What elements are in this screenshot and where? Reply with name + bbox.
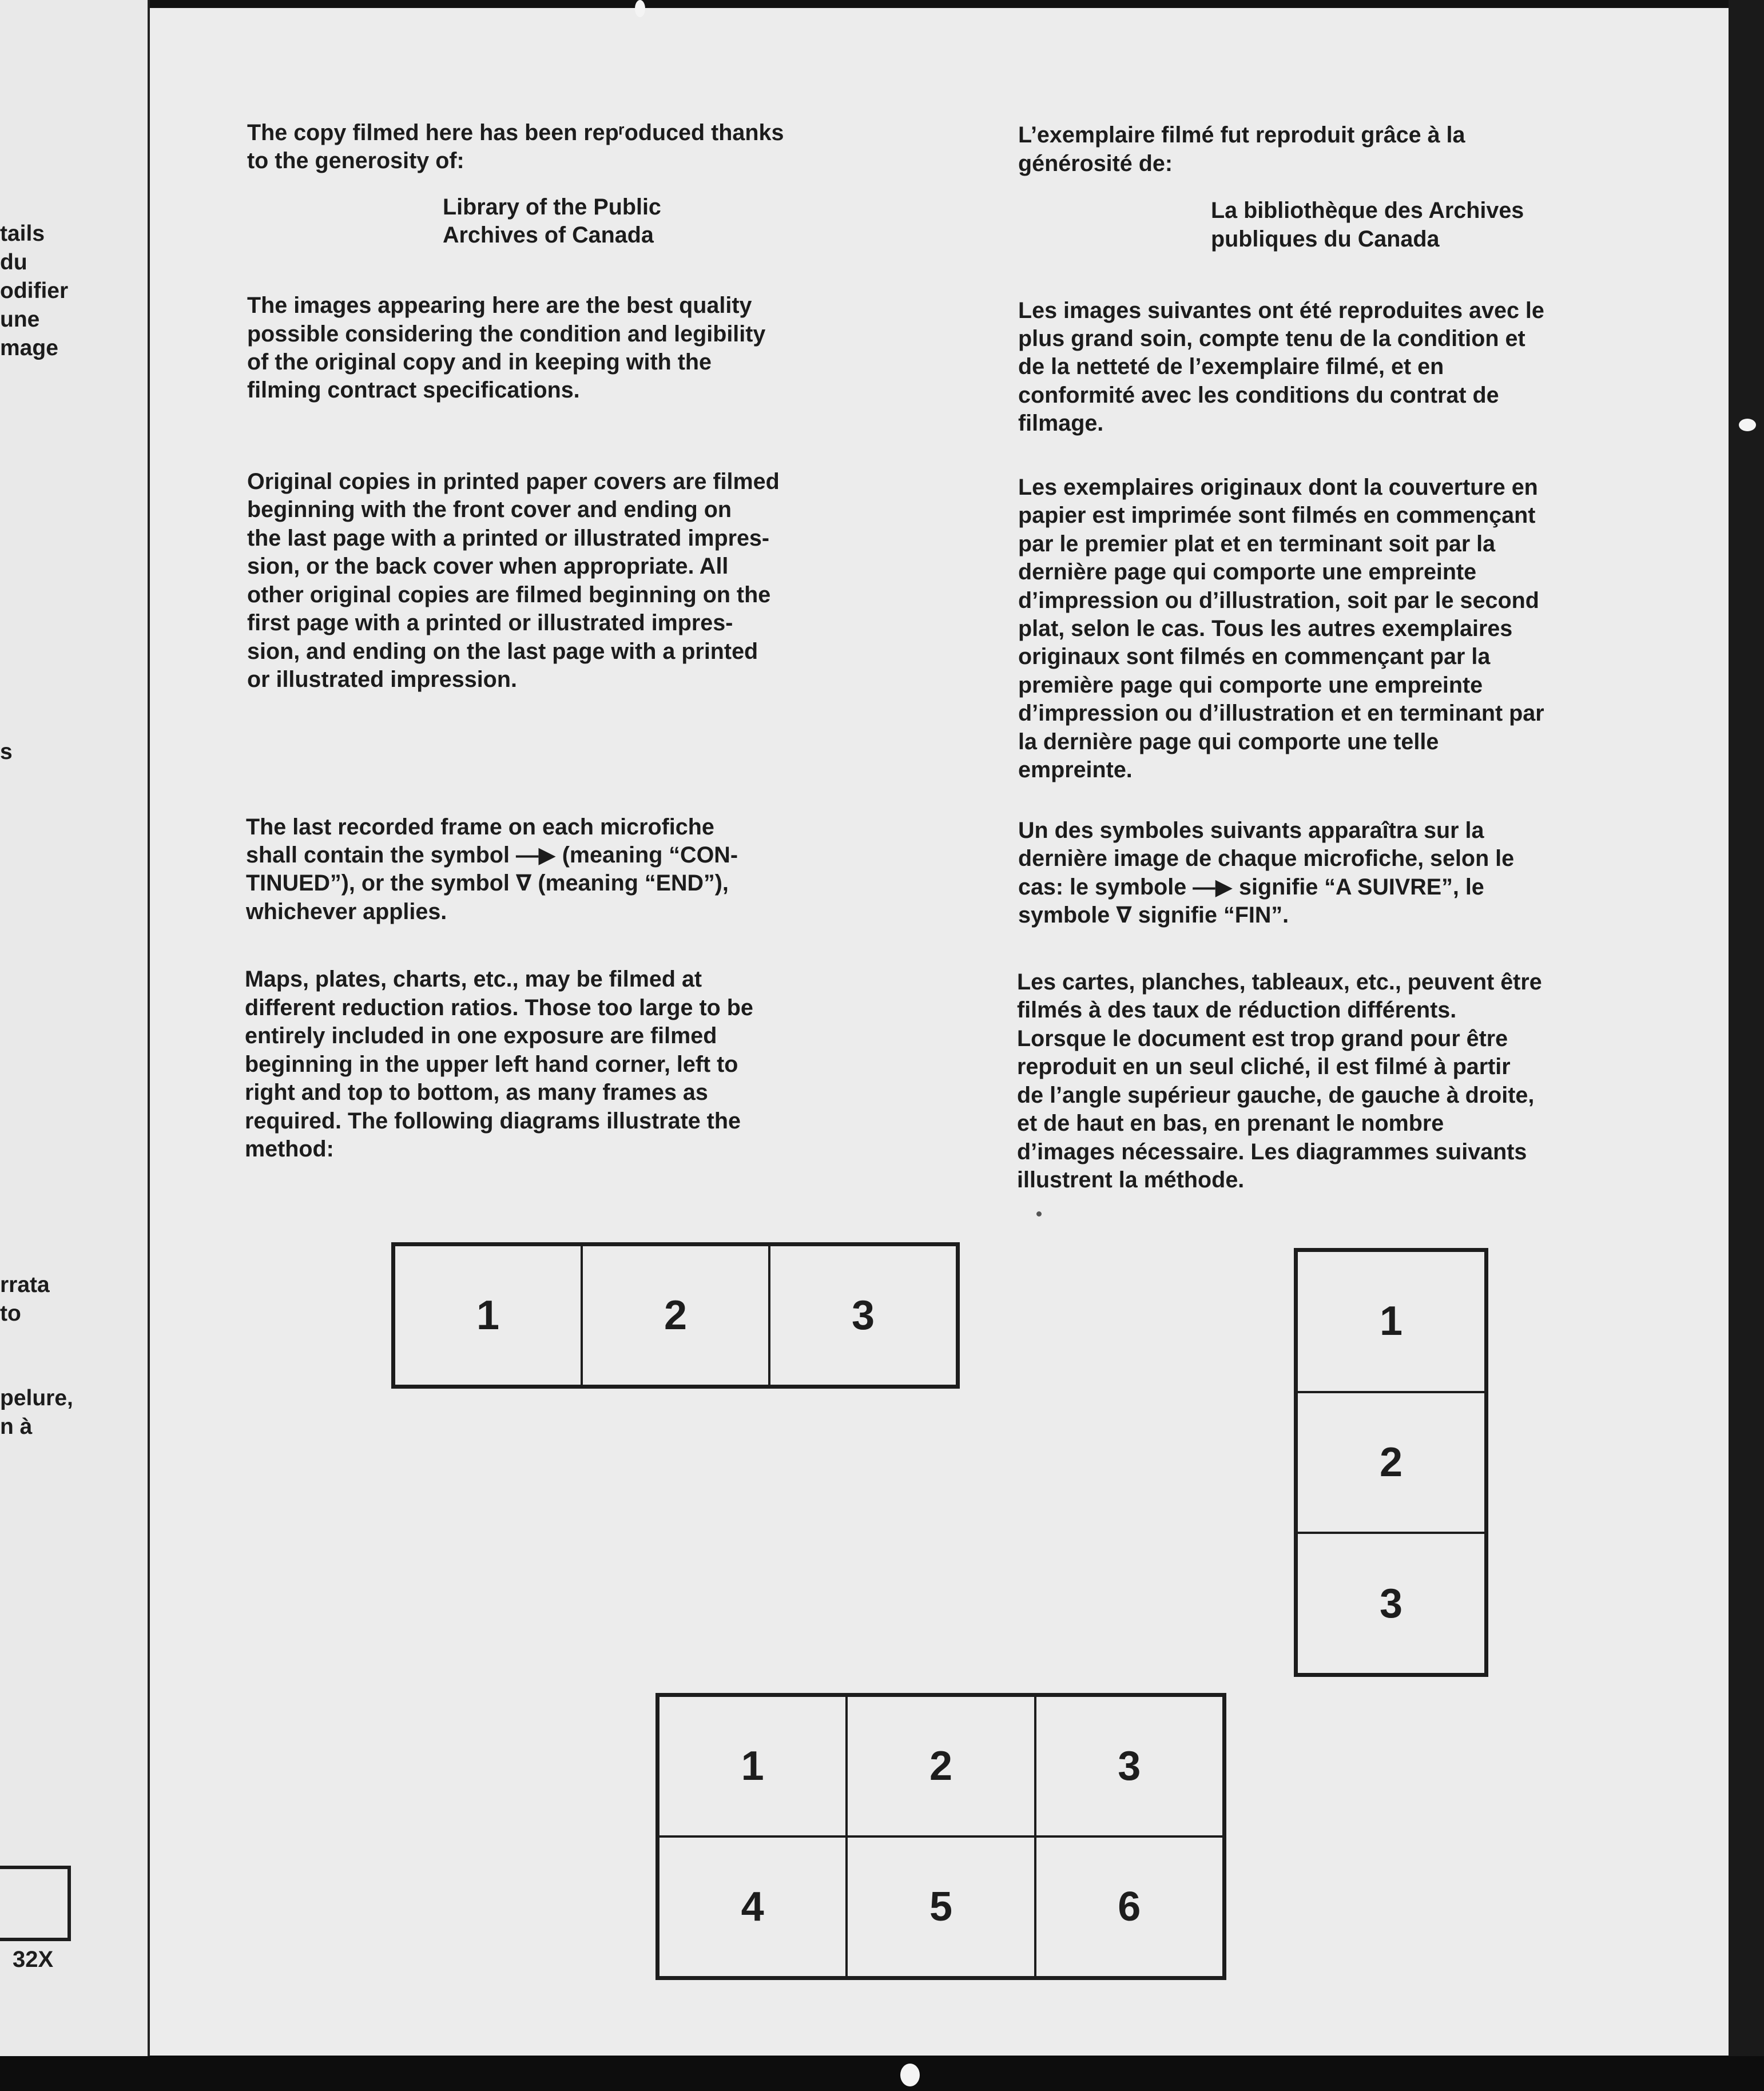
french-quality-line: filmage. [1018,411,1104,436]
english-intro-line: to the generosity of: [247,148,464,173]
french-covers-line: dernière page qui comporte une empreinte [1018,559,1477,585]
french-covers-line: empreinte. [1018,757,1133,782]
english-maps-line: entirely included in one exposure are filmed [245,1023,717,1048]
english-quality-line: of the original copy and in keeping with the [247,349,712,375]
french-covers-line: papier est imprimée sont filmés en commençant [1018,503,1536,528]
english-symbol-line: whichever applies. [246,899,447,924]
english-maps-line: beginning in the upper left hand corner, left to [245,1052,738,1077]
english-library-line: Archives of Canada [443,222,654,248]
english-maps-line: Maps, plates, charts, etc., may be filmed at [245,967,702,992]
margin-fragment: mage [0,336,58,360]
margin-fragment: rrata [0,1273,50,1297]
resolution-label: 32X [13,1947,54,1972]
french-quality-line: plus grand soin, compte tenu de la condition et [1018,326,1525,351]
french-symbol-line: Un des symboles suivants apparaîtra sur la [1018,818,1484,843]
french-covers-line: plat, selon le cas. Tous les autres exemplaires [1018,616,1513,641]
bottom-edge-band [0,2056,1764,2091]
french-covers-line: d’impression ou d’illustration et en terminant par [1018,701,1544,726]
frame-cell: 1 [658,1696,847,1836]
film-speck [635,0,645,17]
english-covers-line: beginning with the front cover and ending on [247,497,732,522]
english-intro-line: The copy filmed here has been repʳoduced thanks [247,120,784,145]
margin-fragment: n à [0,1414,33,1439]
french-library-line: La bibliothèque des Archives [1211,198,1524,223]
english-maps-line: required. The following diagrams illustrate the [245,1108,741,1134]
english-covers-line: other original copies are filmed beginning on the [247,582,771,607]
english-quality-line: possible considering the condition and legibility [247,321,766,347]
english-symbol-line: shall contain the symbol —▶ (meaning “CON- [246,842,738,868]
french-covers-line: première page qui comporte une empreinte [1018,673,1483,698]
frame-cell: 5 [847,1836,1035,1977]
french-quality-line: Les images suivantes ont été reproduites avec le [1018,298,1544,323]
french-quality-line: conformité avec les conditions du contrat de [1018,383,1499,408]
frame-cell: 6 [1035,1836,1223,1977]
french-symbol-line: dernière image de chaque microfiche, selon le [1018,846,1515,871]
english-maps-line: different reduction ratios. Those too large to be [245,995,753,1020]
english-quality-line: The images appearing here are the best quality [247,293,752,318]
english-quality-line: filming contract specifications. [247,377,580,403]
french-maps-line: illustrent la méthode. [1017,1167,1245,1192]
french-intro-line: L’exemplaire filmé fut reproduit grâce à la [1018,122,1465,148]
margin-fragment: du [0,250,27,275]
french-maps-line: filmés à des taux de réduction différents. [1017,997,1457,1023]
french-quality-line: de la netteté de l’exemplaire filmé, et en [1018,354,1444,379]
french-symbol-line: symbole ∇ signifie “FIN”. [1018,903,1289,928]
english-covers-line: sion, and ending on the last page with a printed [247,639,758,664]
margin-fragment: tails [0,221,45,246]
frame-cell: 2 [847,1696,1035,1836]
margin-box [0,1866,71,1941]
frame-cell: 2 [1297,1392,1485,1533]
frame-cell: 1 [394,1245,582,1386]
frame-cell: 3 [1297,1533,1485,1674]
english-covers-line: Original copies in printed paper covers are filmed [247,469,780,494]
french-maps-line: de l’angle supérieur gauche, de gauche à droite, [1017,1083,1535,1108]
frame-cell: 3 [769,1245,957,1386]
english-covers-line: the last page with a printed or illustrated impres- [247,526,770,551]
horizontal-frames-diagram [391,1242,960,1389]
english-maps-line: right and top to bottom, as many frames as [245,1080,708,1105]
french-intro-line: générosité de: [1018,151,1173,176]
margin-fragment: pelure, [0,1386,73,1410]
english-symbol-line: The last recorded frame on each microfiche [246,814,714,840]
french-covers-line: d’impression ou d’illustration, soit par le second [1018,588,1539,613]
frame-cell: 3 [1035,1696,1223,1836]
french-maps-line: et de haut en bas, en prenant le nombre [1017,1111,1444,1136]
english-symbol-line: TINUED”), or the symbol ∇ (meaning “END”), [246,870,729,896]
vertical-frames-diagram [1294,1248,1488,1677]
margin-fragment: odifier [0,279,69,303]
english-maps-line: method: [245,1136,334,1162]
english-library-line: Library of the Public [443,194,661,220]
english-covers-line: sion, or the back cover when appropriate. All [247,554,729,579]
film-speck [1739,419,1756,431]
right-edge-shadow [1729,0,1764,2056]
french-maps-line: d’images nécessaire. Les diagrammes suivants [1017,1139,1527,1164]
film-speck [900,2064,920,2086]
grid-frames-diagram [655,1693,1226,1980]
french-library-line: publiques du Canada [1211,226,1440,252]
french-covers-line: par le premier plat et en terminant soit par la [1018,531,1496,556]
film-speck [1036,1211,1042,1217]
margin-fragment: s [0,740,13,764]
margin-fragment: une [0,307,40,332]
french-maps-line: reproduit en un seul cliché, il est filmé à partir [1017,1054,1511,1079]
frame-cell: 4 [658,1836,847,1977]
english-covers-line: first page with a printed or illustrated impres- [247,610,733,635]
french-maps-line: Les cartes, planches, tableaux, etc., peuvent être [1017,969,1542,995]
frame-cell: 2 [582,1245,769,1386]
french-maps-line: Lorsque le document est trop grand pour être [1017,1026,1508,1051]
french-covers-line: Les exemplaires originaux dont la couverture en [1018,475,1538,500]
english-covers-line: or illustrated impression. [247,667,517,692]
margin-fragment: to [0,1301,21,1326]
french-covers-line: originaux sont filmés en commençant par la [1018,644,1491,669]
frame-cell: 1 [1297,1251,1485,1392]
french-covers-line: la dernière page qui comporte une telle [1018,729,1439,754]
french-symbol-line: cas: le symbole —▶ signifie “A SUIVRE”, le [1018,874,1484,900]
